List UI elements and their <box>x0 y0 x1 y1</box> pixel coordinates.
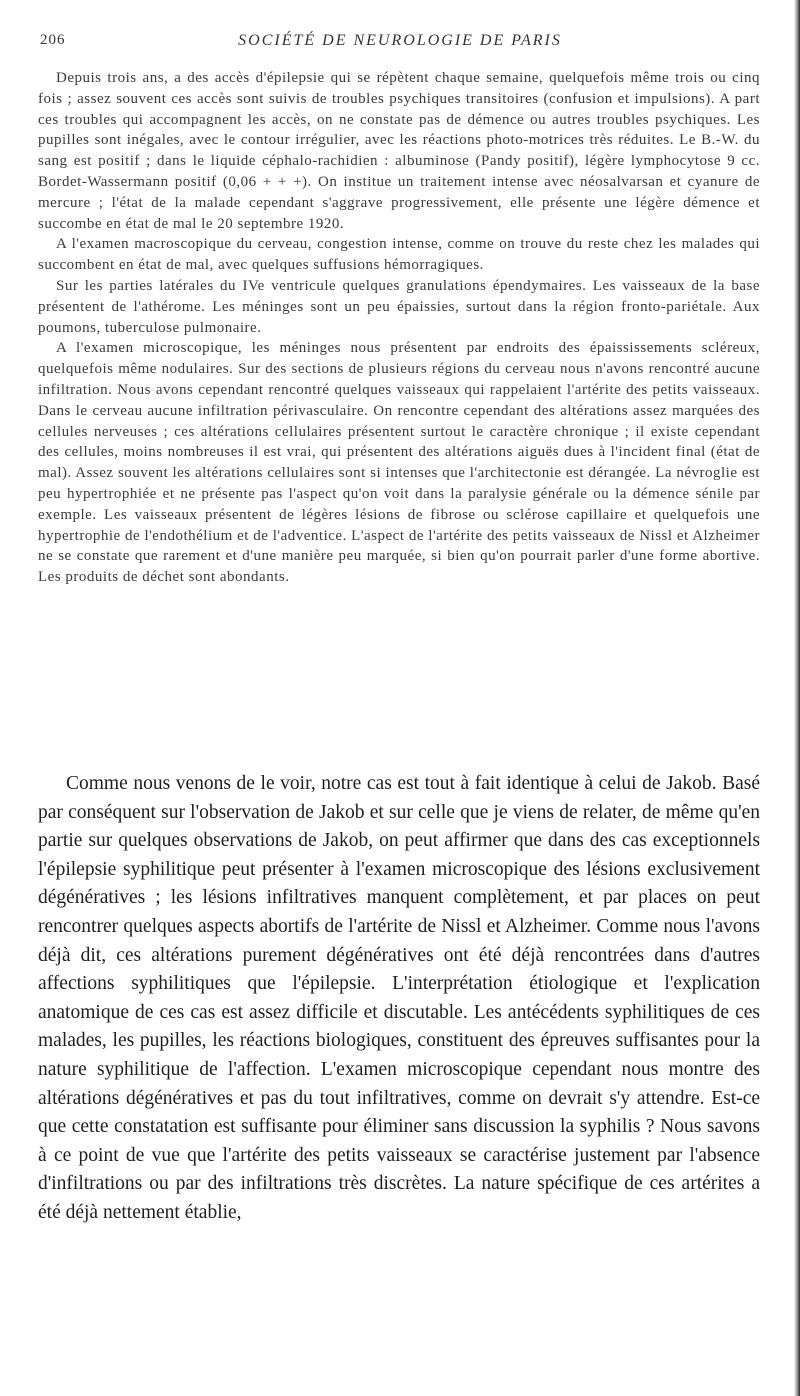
page-number: 206 <box>40 32 66 48</box>
paragraph-lateral-findings: Sur les parties latérales du IVe ventricule quelques granulations épendymaires. Les vaisseaux de la base présentent de l'athérome. Les méninges sont un peu épaissies, surtout dans la région fronto-pariétale. Aux poumons, tuberculose pulmonaire. <box>38 277 760 336</box>
paragraph-macroscopic-exam: A l'examen macroscopique du cerveau, congestion intense, comme on trouve du reste chez les malades qui succombent en état de mal, avec quelques suffusions hémorragiques. <box>38 236 760 274</box>
paragraph-microscopic-exam: A l'examen microscopique, les méninges nous présentent par endroits des épaississements scléreux, quelquefois même nodulaires. Sur des sections de plusieurs régions du cerveau nous n'avons rencontré aucune infiltration. Nous avons cependant rencontré quelques vaisseaux qui rappelaient l'artérite des petits vaisseaux. Dans le cerveau aucune infiltration périvasculaire. On rencontre cependant des altérations assez marquées des cellules nerveuses ; ces altérations cellulaires présentent surtout le caractère chronique ; il existe cependant des cellules, moins nombreuses il est vrai, qui présentent des altérations aiguës dues à l'incident final (état de mal). Assez souvent les altérations cellulaires sont si intenses que l'architectonie est dérangée. La névroglie est peu hypertrophiée et ne présente pas l'aspect qu'on voit dans la paralysie générale ou la démence sénile par exemple. Les vaisseaux présentent de légères lésions de fibrose ou sclérose capillaire et quelquefois une hypertrophie de l'endothélium et de l'adventice. L'aspect de l'artérite des petits vaisseaux de Nissl et Alzheimer ne se constate que rarement et d'une manière peu marquée, si bien qu'on pourrait parler d'une forme abortive. Les produits de déchet sont abondants. <box>38 340 760 586</box>
paragraph-discussion: Comme nous venons de le voir, notre cas est tout à fait identique à celui de Jakob. Basé par conséquent sur l'observation de Jakob et sur celle que je viens de relater, de même qu'en partie sur quelques observations de Jakob, on peut affirmer que dans des cas exceptionnels l'épilepsie syphilitique peut présenter à l'examen microscopique des lésions exclusivement dégénératives ; les lésions infiltratives manquent complètement, et par places on peut rencontrer quelques aspects abortifs de l'artérite de Nissl et Alzheimer. Comme nous l'avons déjà dit, ces altérations purement dégénératives ont été déjà rencontrées dans d'autres affections syphilitiques que l'épilepsie. L'interprétation étiologique et l'explication anatomique de ces cas est assez difficile et discutable. Les antécédents syphilitiques de ces malades, les pupilles, les réactions biologiques, constituent des épreuves suffisantes pour la nature syphilitique de l'affection. L'examen microscopique cependant nous montre des altérations dégénératives et pas du tout infiltratives, comme on devrait s'y attendre. Est-ce que cette constatation est suffisante pour éliminer sans discussion la syphilis ? Nous savons à ce point de vue que l'artérite des petits vaisseaux se caractérise justement par l'absence d'infiltrations ou par des infiltrations très discrètes. La nature spécifique de ces artérites a été déjà nettement établie, <box>38 773 760 1223</box>
case-report-small-print <box>38 68 760 588</box>
page-edge-shadow <box>794 0 800 1396</box>
page-header <box>40 32 760 56</box>
paragraph-case-history: Depuis trois ans, a des accès d'épilepsie qui se répètent chaque semaine, quelquefois même trois ou cinq fois ; assez souvent ces accès sont suivis de troubles psychiques transitoires (confusion et impulsions). A part ces troubles qui accompagnent les accès, on ne constate pas de démence ou autres troubles psychiques. Les pupilles sont inégales, avec le contour irrégulier, avec les réactions photo-motrices très réduites. Le B.-W. du sang est positif ; dans le liquide céphalo-rachidien : albuminose (Pandy positif), légère lymphocytose 9 cc. Bordet-Wassermann positif (0,06 + + +). On institue un traitement intense avec néosalvarsan et cyanure de mercure ; l'état de la malade cependant s'aggrave progressivement, elle présente une légère démence et succombe en état de mal le 20 septembre 1920. <box>38 70 760 232</box>
running-head: SOCIÉTÉ DE NEUROLOGIE DE PARIS <box>238 32 562 49</box>
discussion-large-print <box>38 770 760 1228</box>
